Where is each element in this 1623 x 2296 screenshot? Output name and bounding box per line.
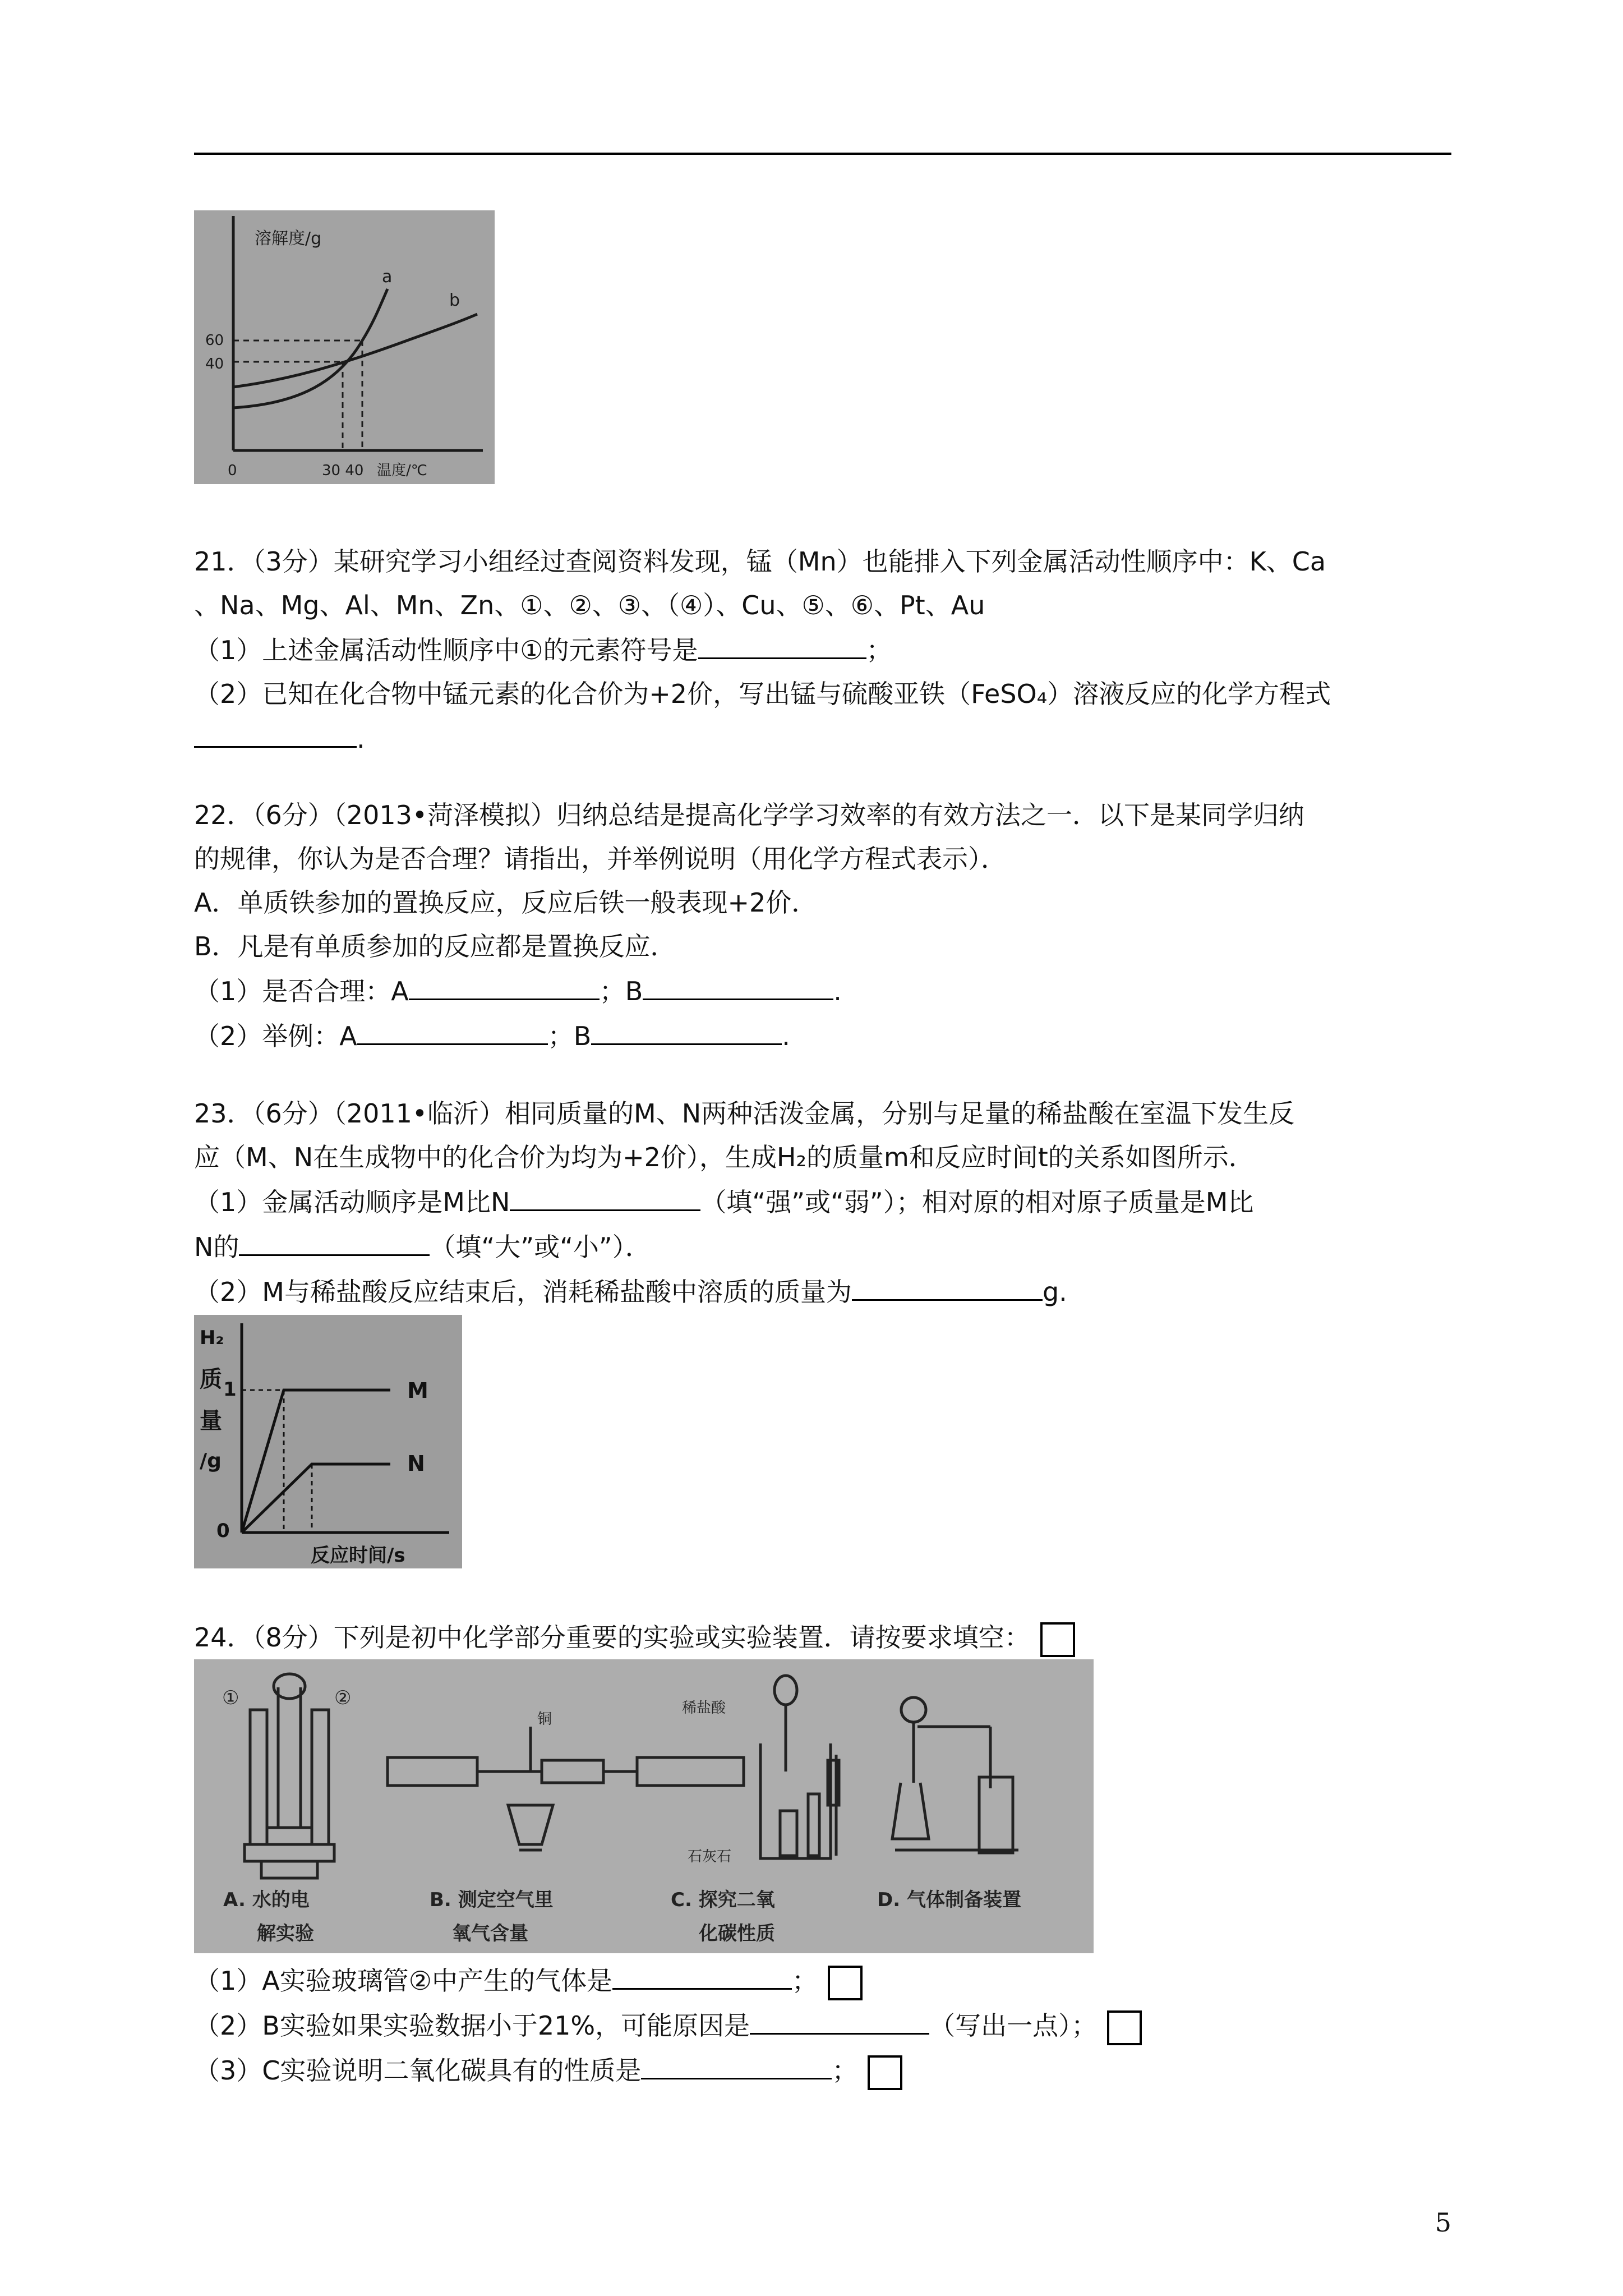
curve-a-label: a: [382, 267, 393, 287]
q24-item-1-checkbox[interactable]: [828, 1966, 863, 2000]
solubility-chart: [194, 210, 495, 484]
y-axis-label: 溶解度/g: [255, 229, 322, 249]
hydrochloric-acid-label: 稀盐酸: [682, 1700, 726, 1717]
q23-line-5: （2）M与稀盐酸反应结束后，消耗稀盐酸中溶质的质量为 g.: [194, 1269, 1451, 1314]
electrode-marker-2: ②: [334, 1687, 352, 1709]
q22-reasonable-a-blank[interactable]: [409, 968, 600, 1000]
q24-item-3-checkbox[interactable]: [868, 2055, 902, 2090]
caption-a-1: A. 水的电: [223, 1889, 310, 1911]
x-tick-0: 0: [228, 462, 237, 479]
solubility-figure: [194, 210, 495, 484]
caption-b-2: 氧气含量: [452, 1922, 528, 1945]
hydrogen-mass-chart: [194, 1315, 462, 1568]
electrode-marker-1: ①: [222, 1687, 239, 1709]
x-tick-30-40: 30 40: [322, 462, 364, 479]
q24-item-2: （2）B实验如果实验数据小于21%，可能原因是 （写出一点）；: [194, 2003, 1451, 2047]
copper-label: 铜: [537, 1711, 552, 1728]
y-tick-60: 60: [205, 332, 224, 349]
series-m-label: M: [407, 1378, 428, 1403]
q24-gas-blank[interactable]: [612, 1958, 792, 1990]
q21-answer-2-blank[interactable]: [194, 716, 357, 748]
y-label-h2: H₂: [200, 1327, 224, 1349]
q22-line-2: 的规律，你认为是否合理？请指出，并举例说明（用化学方程式表示）．: [194, 844, 1007, 874]
y-label-unit: /g: [200, 1450, 222, 1473]
q23-line-4: N的 （填“大”或“小”）．: [194, 1224, 1451, 1269]
question-24: [194, 1616, 1451, 1659]
q21-line-3: （1）上述金属活动性顺序中①的元素符号是 ；: [194, 627, 1451, 672]
q23-solute-mass-blank[interactable]: [852, 1269, 1043, 1301]
hydrogen-mass-figure: [194, 1315, 462, 1568]
page-number: 5: [1435, 2207, 1451, 2238]
q24-reason-blank[interactable]: [750, 2003, 929, 2035]
origin-label: 0: [216, 1520, 230, 1542]
caption-b-1: B. 测定空气里: [430, 1889, 554, 1911]
q21-line-1: 21．（3分）某研究学习小组经过查阅资料发现，锰（Mn）也能排入下列金属活动性顺序中：K、Ca: [194, 546, 1326, 577]
q22-example-a-blank[interactable]: [357, 1013, 548, 1045]
q24-item-2-checkbox[interactable]: [1107, 2010, 1142, 2045]
q23-atomic-mass-blank[interactable]: [239, 1224, 430, 1256]
experiment-apparatus-figure: [194, 1659, 1094, 1953]
q22-line-6: （2）举例：A ；B .: [194, 1013, 1451, 1058]
q24-item-1: （1）A实验玻璃管②中产生的气体是 ；: [194, 1958, 1451, 2003]
q24-property-blank[interactable]: [641, 2047, 832, 2079]
question-24-items: [194, 1958, 1451, 2092]
q24-item-3: （3）C实验说明二氧化碳具有的性质是 ；: [194, 2047, 1451, 2092]
q22-line-5: （1）是否合理：A ；B .: [194, 968, 1451, 1013]
y-label-zhi: 质: [200, 1366, 222, 1392]
question-21: [194, 540, 1451, 761]
q22-reasonable-b-blank[interactable]: [643, 968, 833, 1000]
caption-c-1: C. 探究二氧: [671, 1889, 775, 1911]
q24-answer-checkbox[interactable]: [1040, 1622, 1075, 1657]
question-23: [194, 1092, 1451, 1314]
q21-line-4: （2）已知在化合物中锰元素的化合价为+2价，写出锰与硫酸亚铁（FeSO₄）溶液反应的化学方程式: [194, 679, 1331, 709]
q21-answer-1-blank[interactable]: [698, 627, 866, 659]
caption-c-2: 化碳性质: [699, 1922, 775, 1945]
y-tick-1: 1: [223, 1378, 237, 1401]
q23-line-1: 23．（6分）（2011•临沂）相同质量的M、N两种活泼金属，分别与足量的稀盐酸在室温下发生反: [194, 1098, 1295, 1129]
x-axis-label: 反应时间/s: [311, 1544, 405, 1567]
q22-line-1: 22．（6分）（2013•菏泽模拟）归纳总结是提高化学学习效率的有效方法之一．以下是某同学归纳: [194, 800, 1304, 830]
q23-line-3: （1）金属活动顺序是M比N （填“强”或“弱”）；相对原的相对原子质量是M比: [194, 1179, 1451, 1224]
q22-line-3: A．单质铁参加的置换反应，反应后铁一般表现+2价．: [194, 887, 818, 918]
question-22: [194, 793, 1451, 1058]
q22-example-b-blank[interactable]: [591, 1013, 782, 1045]
apparatus-illustration: [194, 1659, 1094, 1953]
caption-d: D. 气体制备装置: [877, 1889, 1021, 1911]
y-label-liang: 量: [200, 1408, 222, 1434]
y-tick-40: 40: [205, 356, 224, 372]
q22-line-4: B．凡是有单质参加的反应都是置换反应．: [194, 931, 676, 961]
q21-line-5: .: [194, 716, 1451, 761]
q21-line-2: 、Na、Mg、Al、Mn、Zn、①、②、③、（④）、Cu、⑤、⑥、Pt、Au: [194, 590, 985, 620]
x-axis-label: 温度/℃: [377, 462, 427, 479]
header-rule: [194, 153, 1451, 155]
limestone-label: 石灰石: [688, 1848, 732, 1865]
series-n-label: N: [407, 1451, 425, 1476]
q23-line-2: 应（M、N在生成物中的化合价为均为+2价），生成H₂的质量m和反应时间t的关系如图所示．: [194, 1142, 1255, 1172]
q24-line-1: 24．（8分）下列是初中化学部分重要的实验或实验装置．请按要求填空：: [194, 1616, 1451, 1659]
q23-activity-blank[interactable]: [510, 1179, 700, 1211]
caption-a-2: 解实验: [257, 1922, 314, 1945]
curve-b-label: b: [449, 291, 460, 310]
